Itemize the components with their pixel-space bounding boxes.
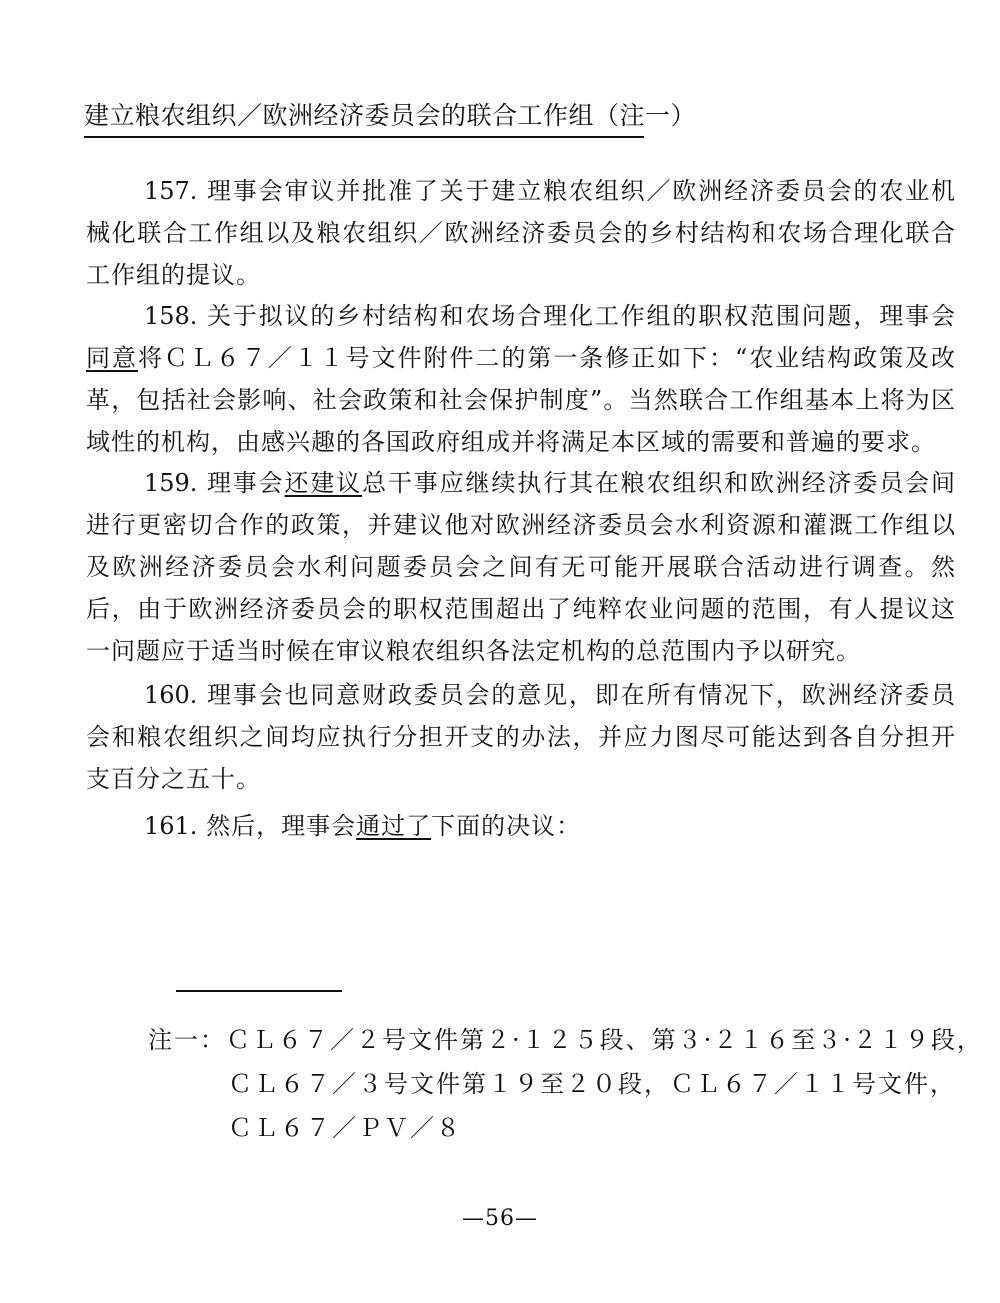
paragraph-number: 160. <box>144 681 198 709</box>
paragraph-number: 158. <box>144 302 198 330</box>
page-number: —56— <box>462 1206 538 1231</box>
paragraph-number: 157. <box>144 177 198 205</box>
paragraph-text: 理事会审议并批准了关于建立粮农组织／欧洲经济委员会的农业机械化联合工作组以及粮农组织／欧洲经济委员会的乡村结构和农场合理化联合工作组的提议。 <box>86 177 956 289</box>
underlined-phrase: 通过了 <box>356 812 432 840</box>
footnote <box>148 1018 983 1150</box>
section-heading: 建立粮农组织／欧洲经济委员会的联合工作组（注一） <box>84 96 644 138</box>
paragraph-158 <box>86 295 956 463</box>
paragraph-text-after: 下面的决议： <box>431 812 582 840</box>
footnote-line-3: ＣＬ６７／ＰＶ／８ <box>228 1114 462 1142</box>
paragraph-text-before: 然后，理事会 <box>206 812 357 840</box>
paragraph-161 <box>86 805 956 847</box>
footnote-text-1: ＣＬ６７／２号文件第２·１２５段、第３·２１６至３·２１９段， <box>226 1026 983 1054</box>
paragraph-159 <box>86 462 956 672</box>
footnote-label: 注一： <box>148 1026 226 1054</box>
paragraph-157 <box>86 170 956 296</box>
paragraph-text-after: 将ＣＬ６７／１１号文件附件二的第一条修正如下：“农业结构政策及改革，包括社会影响、社会政策和社会保护制度”。当然联合工作组基本上将为区域性的机构，由感兴趣的各国政府组成并将满足本区域的需要和普遍的要求。 <box>86 344 957 456</box>
paragraph-number: 161. <box>144 812 198 840</box>
paragraph-160 <box>86 674 956 800</box>
paragraph-number: 159. <box>144 469 198 497</box>
paragraph-text-before: 关于拟议的乡村结构和农场合理化工作组的职权范围问题，理事会 <box>206 302 956 330</box>
footnote-separator <box>176 990 342 992</box>
paragraph-text: 理事会也同意财政委员会的意见，即在所有情况下，欧洲经济委员会和粮农组织之间均应执行分担开支的办法，并应力图尽可能达到各自分担开支百分之五十。 <box>86 681 956 793</box>
footnote-line-1 <box>148 1018 983 1062</box>
paragraph-text-before: 理事会 <box>206 469 285 497</box>
paragraph-text-after: 总干事应继续执行其在粮农组织和欧洲经济委员会间进行更密切合作的政策，并建议他对欧洲经济委员会水利资源和灌溉工作组以及欧洲经济委员会水利问题委员会之间有无可能开展联合活动进行调查。然后，由于欧洲经济委员会的职权范围超出了纯粹农业问题的范围，有人提议这一问题应于适当时候在审议粮农组织各法定机构的总范围内予以研究。 <box>86 469 956 665</box>
underlined-phrase: 同意 <box>86 344 138 372</box>
footnote-line-2: ＣＬ６７／３号文件第１９至２０段，ＣＬ６７／１１号文件， <box>228 1070 956 1098</box>
underlined-phrase: 还建议 <box>284 469 363 497</box>
